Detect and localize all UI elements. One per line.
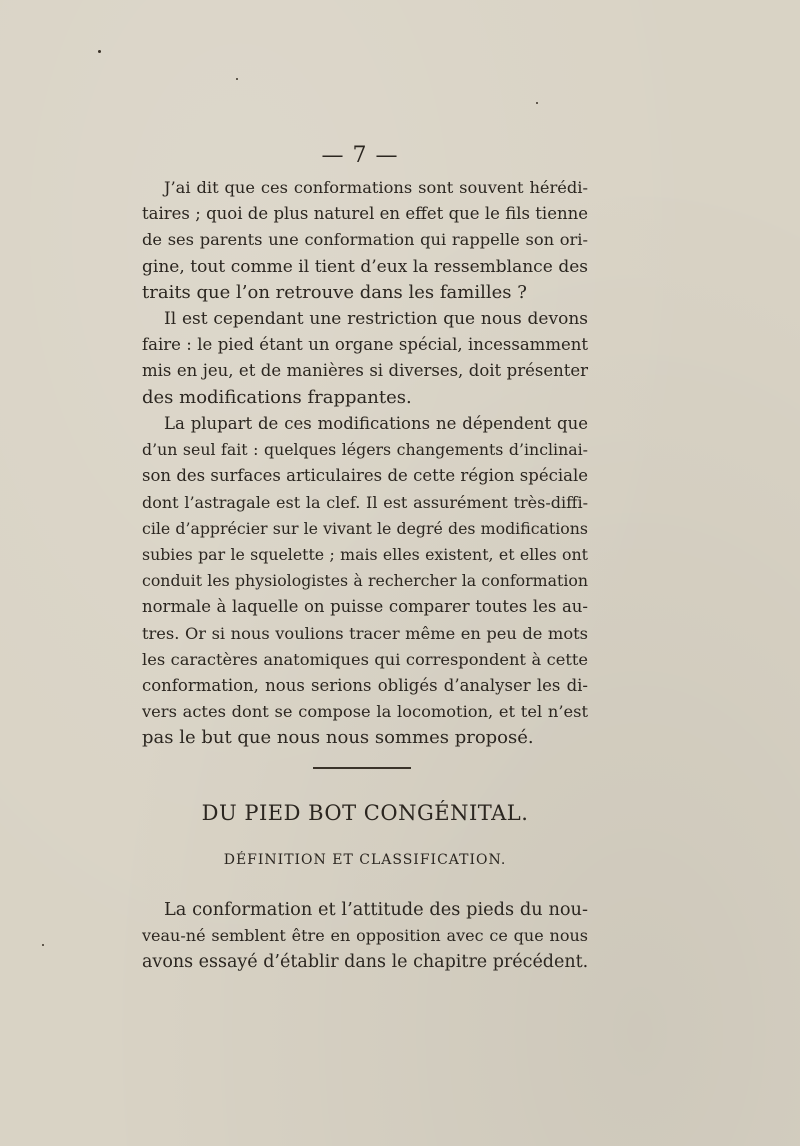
text-line: veau-né semblent être en opposition avec ce que nous — [142, 926, 588, 946]
text-line: son des surfaces articulaires de cette région spéciale — [142, 466, 588, 486]
text-line: vers actes dont se compose la locomotion, et tel n’est — [142, 702, 588, 722]
text-line: conformation, nous serions obligés d’analyser les di- — [142, 676, 588, 696]
section-title: DU PIED BOT CONGÉNITAL. — [201, 801, 529, 825]
paragraph — [142, 306, 588, 411]
subsection-title: DÉFINITION ET CLASSIFICATION. — [223, 852, 507, 868]
paragraph — [142, 411, 588, 752]
text-line: d’un seul fait : quelques légers changements d’inclinai- — [142, 440, 588, 460]
text-line: gine, tout comme il tient d’eux la ressemblance des — [142, 256, 588, 277]
text-line: des modifications frappantes. — [142, 386, 412, 408]
text-line: dont l’astragale est la clef. Il est assurément très-diffi- — [142, 492, 588, 512]
text-line: taires ; quoi de plus naturel en effet que le fils tienne — [142, 204, 588, 224]
text-line: tres. Or si nous voulions tracer même en peu de mots — [142, 623, 588, 643]
paragraph — [142, 897, 588, 976]
paper-speck — [236, 78, 238, 80]
paper-speck — [42, 944, 44, 946]
paragraph — [142, 175, 588, 306]
text-line: conduit les physiologistes à rechercher la conformation — [142, 571, 588, 591]
text-line: avons essayé d’établir dans le chapitre précédent. — [142, 952, 589, 973]
paper-speck — [536, 102, 538, 104]
section-divider — [313, 767, 411, 769]
text-line: traits que l’on retrouve dans les familles ? — [142, 281, 527, 303]
paper-speck — [98, 50, 101, 53]
text-line: Il est cependant une restriction que nous devons — [164, 309, 588, 329]
text-line: cile d’apprécier sur le vivant le degré des modifications — [142, 518, 588, 538]
text-line: les caractères anatomiques qui correspondent à cette — [142, 649, 588, 669]
text-line: La conformation et l’attitude des pieds du nou- — [164, 900, 588, 920]
text-line: J’ai dit que ces conformations sont souvent hérédi- — [164, 178, 588, 197]
text-line: La plupart de ces modifications ne dépendent que — [164, 414, 588, 433]
text-line: faire : le pied étant un organe spécial, incessamment — [142, 335, 588, 355]
text-line: mis en jeu, et de manières si diverses, doit présenter — [142, 361, 588, 381]
page-number: — 7 — — [321, 143, 399, 168]
text-line: subies par le squelette ; mais elles existent, et elles ont — [142, 545, 588, 565]
text-line: de ses parents une conformation qui rappelle son ori- — [142, 230, 588, 250]
text-line: normale à laquelle on puisse comparer toutes les au- — [142, 597, 588, 617]
text-line: pas le but que nous nous sommes proposé. — [142, 727, 534, 749]
